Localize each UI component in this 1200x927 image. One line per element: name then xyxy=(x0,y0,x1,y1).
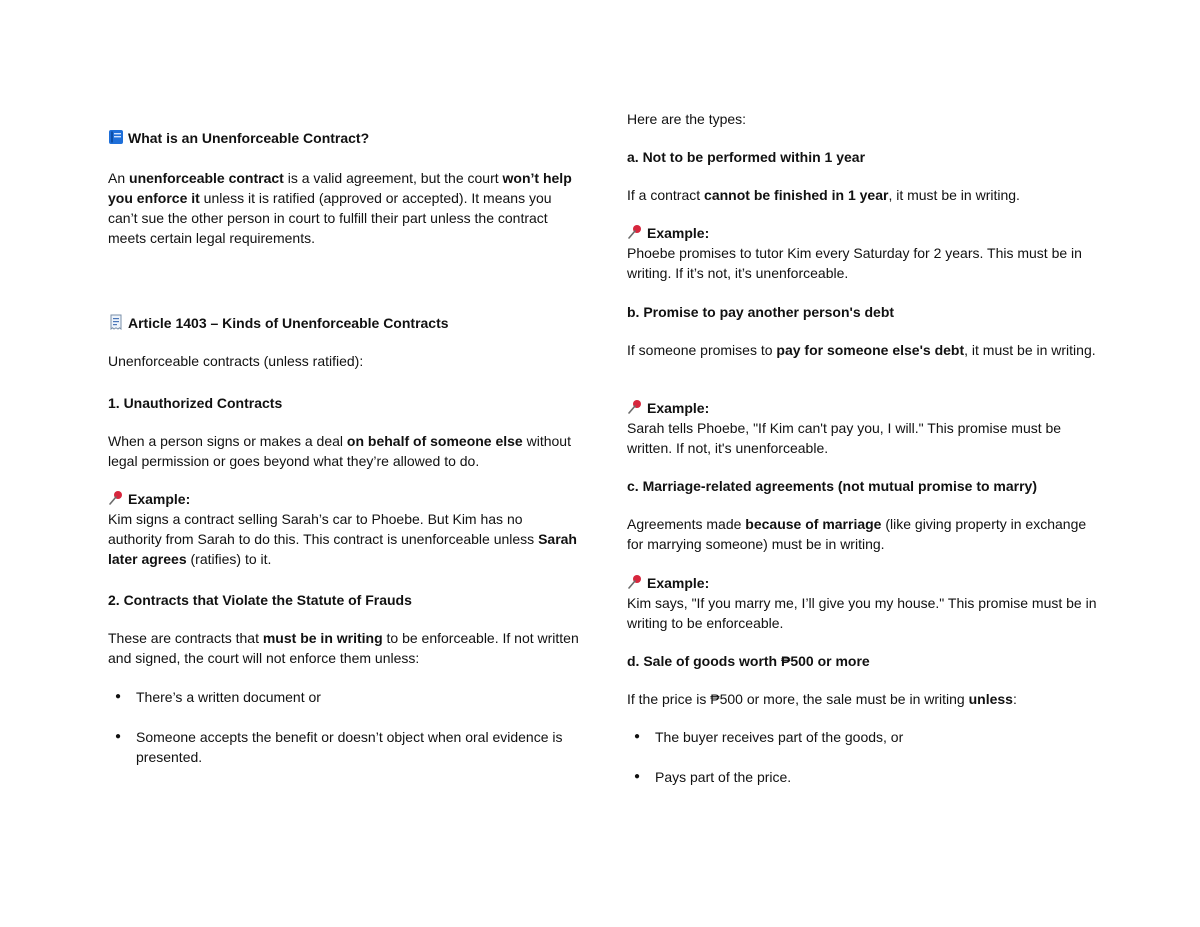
example-label: Example: xyxy=(627,573,1099,593)
unauthorized-description: When a person signs or makes a deal on behalf of someone else without legal permission or goes beyond what they’re allowed to do. xyxy=(108,433,571,469)
article-intro: Unenforceable contracts (unless ratified): xyxy=(108,353,364,369)
list-item: ● There’s a written document or xyxy=(136,687,580,707)
pushpin-icon xyxy=(108,490,124,506)
pushpin-icon xyxy=(627,399,643,415)
pushpin-icon xyxy=(627,574,643,590)
list-item: ● The buyer receives part of the goods, or xyxy=(655,727,1099,747)
pushpin-icon xyxy=(627,224,643,240)
heading-type-c: c. Marriage-related agreements (not mutual promise to marry) xyxy=(627,478,1037,494)
section-title-what-is: What is an Unenforceable Contract? xyxy=(108,128,580,148)
example-label: Example: xyxy=(108,489,580,509)
statute-description: These are contracts that must be in writing to be enforceable. If not written and signed, the court will not enforce them unless: xyxy=(108,630,579,666)
example-type-a: Phoebe promises to tutor Kim every Saturday for 2 years. This must be in writing. If it’s not, it’s unenforceable. xyxy=(627,245,1082,281)
bullet-icon: ● xyxy=(114,691,122,702)
type-b-description: If someone promises to pay for someone else's debt, it must be in writing. xyxy=(627,342,1096,358)
heading-type-b: b. Promise to pay another person's debt xyxy=(627,304,895,320)
list-item: ● Pays part of the price. xyxy=(655,767,1099,787)
definition-paragraph: An unenforceable contract is a valid agreement, but the court won’t help you enforce it unless it is ratified (approved or accepted). It means you can’t sue the other person in court to fulfill their part unless the contract meets certain legal requirements. xyxy=(108,170,572,246)
blue-book-icon xyxy=(108,129,124,145)
bullet-icon: ● xyxy=(114,731,122,742)
example-unauthorized: Kim signs a contract selling Sarah’s car to Phoebe. But Kim has no authority from Sarah to do this. This contract is unenforceable unless Sarah later agrees (ratifies) to it. xyxy=(108,511,577,567)
bullet-icon: ● xyxy=(633,731,641,742)
receipt-icon xyxy=(108,314,124,330)
section-title-article-1403: Article 1403 – Kinds of Unenforceable Contracts xyxy=(108,313,580,333)
example-label: Example: xyxy=(627,398,1099,418)
heading-type-a: a. Not to be performed within 1 year xyxy=(627,149,866,165)
heading-type-d: d. Sale of goods worth ₱500 or more xyxy=(627,653,870,669)
example-type-c: Kim says, "If you marry me, I’ll give you my house." This promise must be in writing to be enforceable. xyxy=(627,595,1097,631)
list-item: ● Someone accepts the benefit or doesn’t object when oral evidence is presented. xyxy=(136,727,580,767)
heading-statute-of-frauds: 2. Contracts that Violate the Statute of Frauds xyxy=(108,592,412,608)
type-a-description: If a contract cannot be finished in 1 year, it must be in writing. xyxy=(627,187,1020,203)
bullet-icon: ● xyxy=(633,771,641,782)
types-intro: Here are the types: xyxy=(627,111,747,127)
type-d-description: If the price is ₱500 or more, the sale must be in writing unless: xyxy=(627,691,1017,707)
example-label: Example: xyxy=(627,223,1099,243)
type-c-description: Agreements made because of marriage (like giving property in exchange for marrying someone) must be in writing. xyxy=(627,516,1087,552)
heading-unauthorized-contracts: 1. Unauthorized Contracts xyxy=(108,395,283,411)
example-type-b: Sarah tells Phoebe, "If Kim can't pay you, I will." This promise must be written. If not, it's unenforceable. xyxy=(627,420,1062,456)
